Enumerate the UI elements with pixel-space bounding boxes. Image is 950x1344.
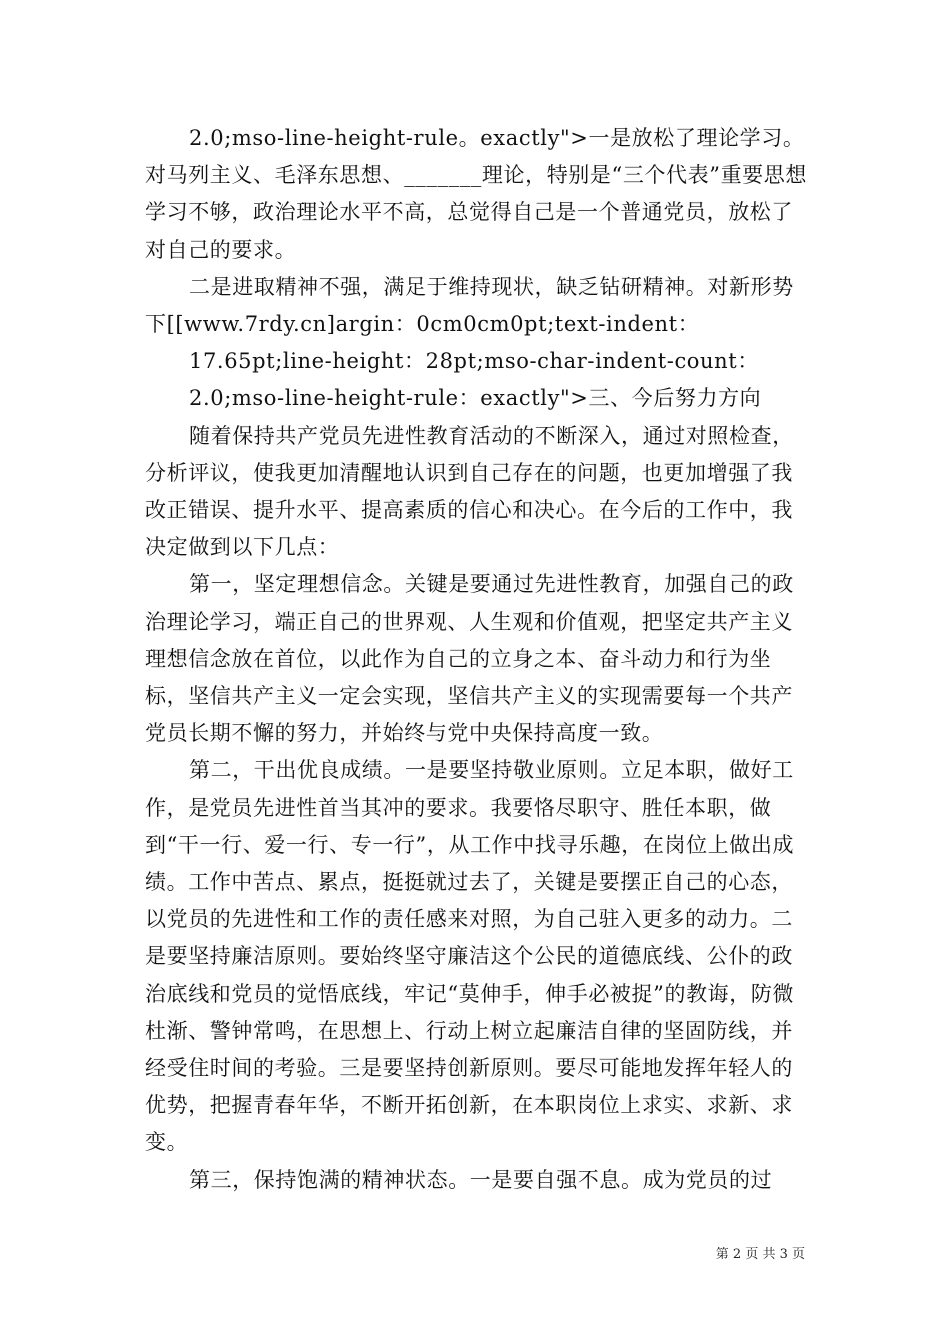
paragraph-4: 2.0;mso-line-height-rule：exactly">三、今后努力方向 [189, 386, 762, 411]
paragraph-5: 随着保持共产党员先进性教育活动的不断深入，通过对照检查，分析评议，使我更加清醒地认识到自己存在的问题，也更加增强了我改正错误、提升水平、提高素质的信心和决心。在今后的工作中，我决定做到以下几点： [145, 423, 794, 560]
document-body [145, 120, 810, 1199]
paragraph-7: 第二，干出优良成绩。一是要坚持敬业原则。立足本职，做好工作，是党员先进性首当其冲的要求。我要恪尽职守、胜任本职，做到“干一行、爱一行、专一行”，从工作中找寻乐趣，在岗位上做出成绩。工作中苦点、累点，挺挺就过去了，关键是要摆正自己的心态，以党员的先进性和工作的责任感来对照，为自己驻入更多的动力。二是要坚持廉洁原则。要始终坚守廉洁这个公民的道德底线、公仆的政治底线和党员的觉悟底线，牢记“莫伸手，伸手必被捉”的教诲，防微杜渐、警钟常鸣，在思想上、行动上树立起廉洁自律的坚固防线，并经受住时间的考验。三是要坚持创新原则。要尽可能地发挥年轻人的优势，把握青春年华，不断开拓创新，在本职岗位上求实、求新、求变。 [145, 758, 795, 1155]
paragraph-3: 17.65pt;line-height：28pt;mso-char-indent-count： [189, 349, 759, 374]
paragraph-8: 第三，保持饱满的精神状态。一是要自强不息。成为党员的过 [189, 1167, 773, 1192]
page-number: 第 2 页 共 3 页 [715, 1247, 805, 1262]
paragraph-6: 第一，坚定理想信念。关键是要通过先进性教育，加强自己的政治理论学习，端正自己的世界观、人生观和价值观，把坚定共产主义理想信念放在首位，以此作为自己的立身之本、奋斗动力和行为坐标，坚信共产主义一定会实现，坚信共产主义的实现需要每一个共产党员长期不懈的努力，并始终与党中央保持高度一致。 [145, 572, 794, 746]
paragraph-2: 二是进取精神不强，满足于维持现状，缺乏钻研精神。对新形势下[[www.7rdy.cn]argin：0cm0cm0pt;text-indent： [145, 274, 794, 337]
paragraph-1: 2.0;mso-line-height-rule。exactly">一是放松了理论学习。对马列主义、毛泽东思想、_______理论，特别是“三个代表”重要思想学习不够，政治理论水平不高，总觉得自己是一个普通党员，放松了对自己的要求。 [145, 126, 807, 262]
